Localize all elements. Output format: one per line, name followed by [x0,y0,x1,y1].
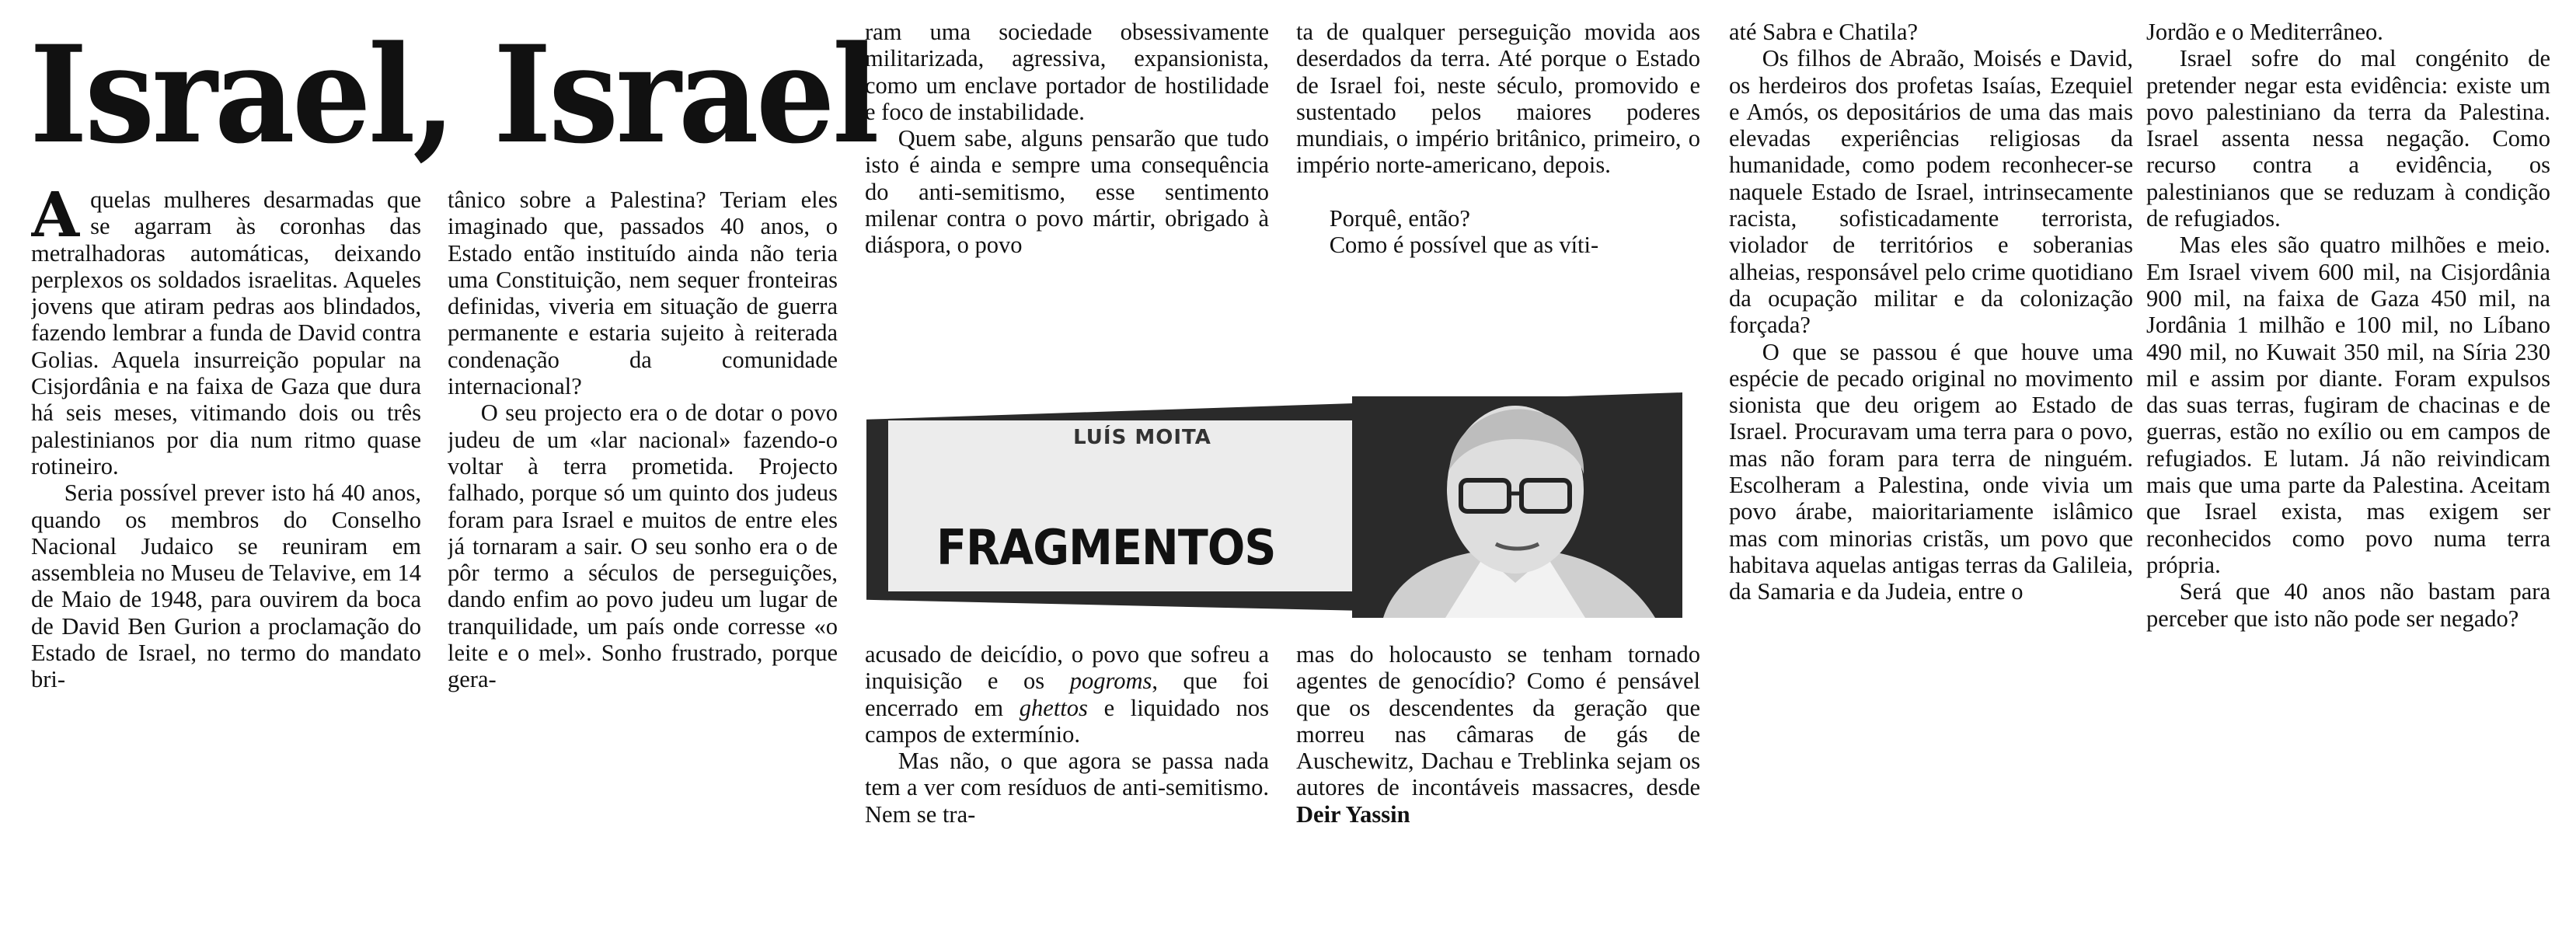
paragraph: O que se passou é que houve uma espécie de pecado original no movimento sionista que deu origem ao Estado de Israel. Procuravam uma terra para o povo, mas não foram para terra de ninguém. Escolheram a Palestina, onde vivia um povo árabe, maioritariamente islâmico mas com minorias cristãs, um povo que habitava aquelas antigas terras da Galileia, da Samaria e da Judeia, entre o [1729,338,2133,605]
paragraph: Mas não, o que agora se passa nada tem a ver com resíduos de anti-semitismo. Nem se tra- [865,748,1269,828]
paragraph: Quem sabe, alguns pensarão que tudo isto é ainda e sempre uma consequência do anti-semitismo, esse sentimento milenar contra o povo mártir, obrigado à diáspora, o povo [865,125,1269,259]
column-3-top [865,19,1269,368]
paragraph: O seu projecto era o de dotar o povo judeu de um «lar nacional» fazendo-o voltar à terra prometida. Projecto falhado, porque só um quinto dos judeus foram para Israel e muitos de entre eles já tornaram a sair. O seu sonho era o de pôr termo a séculos de perseguições, dando enfim ao povo judeu um lugar de tranquilidade, um país onde corresse «o leite e o mel». Sonho frustrado, porque gera- [448,399,838,693]
paragraph-text: , que foi encerrado em [865,668,1269,721]
paragraph: Será que 40 anos não bastam para perceber que isto não pode ser negado? [2146,578,2550,632]
paragraph: Mas eles são quatro milhões e meio. Em Israel vivem 600 mil, na Cisjordânia 900 mil, na faixa de Gaza 450 mil, na Jordânia 1 milhão e 100 mil, no Líbano 490 mil, no Kuwait 350 mil, na Síria 230 mil e assim por diante. Foram expulsos das suas terras, fugiram de chacinas e de guerras, estão no exílio ou em campos de refugiados. E lutam. Já não reivindicam mais que uma parte da Palestina. Aceitam que Israel exista, mas exigem ser reconhecidos como povo numa terra própria. [2146,232,2550,578]
author-photo [1352,396,1682,618]
paragraph: Israel sofre do mal congénito de pretender negar esta evidência: existe um povo palestiniano da terra da Palestina. Israel assenta nessa negação. Como recurso contra a evidência, os palestinianos que se reduzam à condição de refugiados. [2146,45,2550,232]
headline: Israel, Israel [30,16,877,173]
author-portrait-image [1352,396,1682,618]
paragraph: Os filhos de Abraão, Moisés e David, os herdeiros dos profetas Isaías, Ezequiel e Amós, os depositários de uma das mais elevadas experiências religiosas da humanidade, como podem reconhecer-se naquele Estado de Israel, intrinsecamente racista, sofisticadamente terrorista, violador de territórios e soberanias alheias, responsável pelo crime quotidiano da ocupação militar e da colonização forçada? [1729,45,2133,339]
section-title: FRAGMENTOS [936,519,1276,576]
paragraph [31,187,421,479]
column-5 [1729,19,2133,921]
drop-cap: A [31,187,80,251]
paragraph: Seria possível prever isto há 40 anos, quando os membros do Conselho Nacional Judaico se reuniram em assembleia no Museu de Telavive, em 14 de Maio de 1948, para ouvirem da boca de David Ben Gurion a proclamação do Estado de Israel, no termo do mandato bri- [31,479,421,693]
paragraph: Jordão e o Mediterrâneo. [2146,19,2383,45]
italic-term: ghettos [1019,694,1088,721]
paragraph: Como é possível que as víti- [1329,232,1599,259]
paragraph [1296,641,1700,828]
column-6 [2146,19,2550,921]
column-2 [448,187,838,921]
paragraph-text: acusado de deicídio, o povo que sofreu a inquisição e os [865,641,1269,695]
paragraph-text: e liquidado nos campos de extermínio. [865,694,1269,748]
author-name: LUÍS MOITA [1073,426,1211,449]
italic-term: pogroms [1069,668,1152,695]
paragraph-text: quelas mulheres desarmadas que se agarram às coronhas das metralhadoras automáticas, deixando perplexos os soldados israelitas. Aqueles jovens que atiram pedras aos blindados, fazendo lembrar a funda de David contra Golias. Aquela insurreição popular na Cisjordânia e na faixa de Gaza que dura há seis meses, vitimando dois ou três palestinianos por dia num ritmo quase rotineiro. [31,187,421,479]
subheading: Porquê, então? [1329,204,1470,232]
bold-term: Deir Yassin [1296,800,1410,828]
paragraph: até Sabra e Chatila? [1729,19,1919,45]
paragraph: ram uma sociedade obsessivamente militarizada, agressiva, expansionista, como um enclave portador de hostilidade e foco de instabilidade. [865,19,1269,125]
column-3-bottom [865,641,1269,921]
paragraph-text: mas do holocausto se tenham tornado agentes de genocídio? Como é pensável que os descendentes da geração que morreu nas câmaras de gás de Auschewitz, Dachau e Treblinka sejam os autores de incontáveis massacres, desde [1296,641,1700,801]
column-4-bottom [1296,641,1700,921]
paragraph: ta de qualquer perseguição movida aos deserdados da terra. Até porque o Estado de Israel foi, neste século, promovido e sustentado pelos maiores poderes mundiais, o império britânico, primeiro, o império norte-americano, depois. [1296,19,1700,179]
column-1 [31,187,421,921]
paragraph: tânico sobre a Palestina? Teriam eles imaginado que, passados 40 anos, o Estado então instituído ainda não teria uma Constituição, nem sequer fronteiras definidas, viveria em situação de guerra permanente e estaria sujeito à reiterada condenação da comunidade internacional? [448,187,838,400]
paragraph [865,641,1269,748]
column-4-top [1296,19,1700,368]
